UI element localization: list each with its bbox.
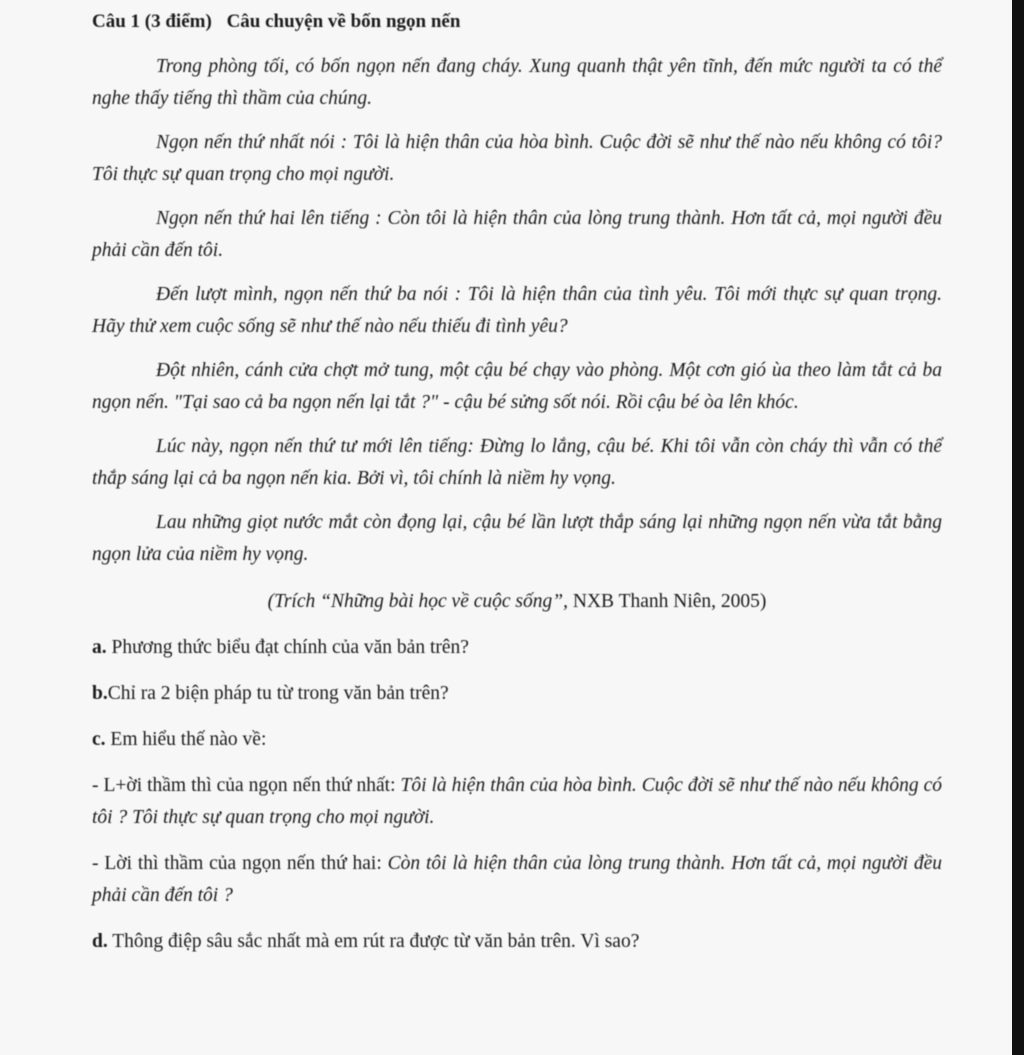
question-a-letter: a. xyxy=(92,637,107,658)
paragraph-7: Lau những giọt nước mắt còn đọng lại, cậu bé lần lượt thắp sáng lại những ngọn nến vừa tắt bằng ngọn lửa của niềm hy vọng. xyxy=(92,512,942,565)
item-2-lead: - Lời thì thầm của ngọn nến thứ hai: xyxy=(92,853,388,874)
paragraph-6: Lúc này, ngọn nến thứ tư mới lên tiếng: Đừng lo lắng, cậu bé. Khi tôi vẫn còn cháy thì vẫn có thể thắp sáng lại cả ba ngọn nến kia. Bởi vì, tôi chính là niềm hy vọng. xyxy=(92,436,942,489)
question-c-item-1 xyxy=(92,770,942,834)
paragraph-5: Đột nhiên, cánh cửa chợt mở tung, một cậu bé chạy vào phòng. Một cơn gió ùa theo làm tắt cả ba ngọn nến. "Tại sao cả ba ngọn nến lại tắt ?" - cậu bé sửng sốt nói. Rồi cậu bé òa lên khóc. xyxy=(92,360,942,413)
question-c-letter: c. xyxy=(92,729,106,750)
question-c-text: Em hiểu thế nào về: xyxy=(105,729,267,750)
question-d-letter: d. xyxy=(92,931,108,952)
story-title: Câu chuyện về bốn ngọn nến xyxy=(226,11,461,32)
question-d-text: Thông điệp sâu sắc nhất mà em rút ra được từ văn bản trên. Vì sao? xyxy=(107,931,640,952)
item-1-lead: - L+ời thầm thì của ngọn nến thứ nhất: xyxy=(92,775,401,796)
question-title xyxy=(92,8,942,36)
item-1-quote: Tôi là hiện thân của hòa bình. Cuộc đời sẽ như thế nào nếu không có tôi ? Tôi thực sự quan trọng cho mọi người. xyxy=(92,775,942,828)
question-a-text: Phương thức biểu đạt chính của văn bản trên? xyxy=(106,637,469,658)
item-2-quote: Còn tôi là hiện thân của lòng trung thành. Hơn tất cả, mọi người đều phải cần đến tôi ? xyxy=(92,853,943,906)
question-c xyxy=(92,724,942,756)
paragraph-1: Trong phòng tối, có bốn ngọn nến đang cháy. Xung quanh thật yên tĩnh, đến mức người ta có thể nghe thấy tiếng thì thầm của chúng. xyxy=(92,56,942,109)
question-d xyxy=(92,926,942,958)
citation xyxy=(92,586,942,618)
question-c-item-2 xyxy=(92,848,942,912)
question-b-letter: b. xyxy=(92,683,108,704)
question-a xyxy=(92,632,942,664)
paragraph-2: Ngọn nến thứ nhất nói : Tôi là hiện thân của hòa bình. Cuộc đời sẽ như thế nào nếu không có tôi? Tôi thực sự quan trọng cho mọi người. xyxy=(92,132,942,185)
paragraph-3: Ngọn nến thứ hai lên tiếng : Còn tôi là hiện thân của lòng trung thành. Hơn tất cả, mọi người đều phải cần đến tôi. xyxy=(92,208,942,261)
document-content xyxy=(92,8,942,958)
question-b-text: Chỉ ra 2 biện pháp tu từ trong văn bản trên? xyxy=(107,683,449,704)
page-edge-border xyxy=(1012,0,1024,1055)
paragraph-4: Đến lượt mình, ngọn nến thứ ba nói : Tôi là hiện thân của tình yêu. Tôi mới thực sự quan trọng. Hãy thử xem cuộc sống sẽ như thế nào nếu thiếu đi tình yêu? xyxy=(92,284,942,337)
citation-title: (Trích “Những bài học về cuộc sống”, xyxy=(267,591,568,612)
citation-publisher: NXB Thanh Niên, 2005) xyxy=(568,591,767,612)
question-b xyxy=(92,678,942,710)
question-number: Câu 1 (3 điểm) xyxy=(92,11,212,32)
